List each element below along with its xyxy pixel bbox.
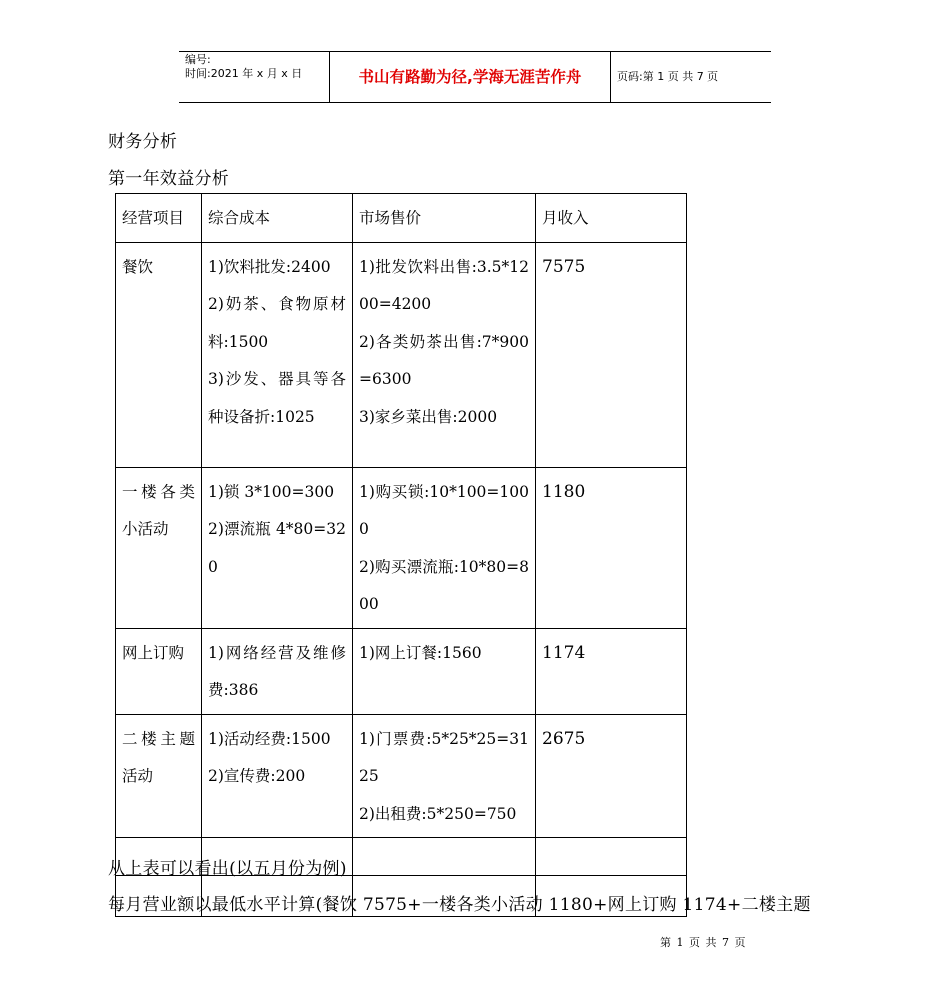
income-cell	[536, 628, 687, 714]
cost-line: 3)沙发、器具等各种设备折:1025	[208, 370, 346, 426]
monthly-income: 7575	[542, 256, 586, 277]
cost-line: 1)活动经费:1500	[208, 729, 331, 748]
column-header: 市场售价	[353, 194, 536, 243]
column-header: 综合成本	[202, 194, 353, 243]
header-page-info: 页码:第 1 页 共 7 页	[617, 70, 719, 83]
table-row	[116, 242, 687, 467]
price-line: 2)各类奶茶出售:7*900=6300	[359, 332, 529, 388]
header-motto: 书山有路勤为径,学海无涯苦作舟	[358, 68, 582, 86]
cost-line: 2)宣传费:200	[208, 767, 306, 785]
income-cell	[536, 242, 687, 467]
income-cell	[536, 714, 687, 838]
cost-cell	[202, 467, 353, 628]
price-line: 3)家乡菜出售:2000	[359, 407, 498, 426]
price-line: 1)网上订餐:1560	[359, 643, 482, 662]
business-item: 一楼各类小活动	[122, 482, 195, 538]
cost-cell	[202, 628, 353, 714]
section-title: 财务分析	[108, 132, 178, 152]
business-item-cell	[116, 628, 202, 714]
page-header	[179, 51, 771, 103]
price-cell	[353, 628, 536, 714]
page-footer: 第 1 页 共 7 页	[660, 936, 747, 949]
business-item: 二楼主题活动	[122, 729, 195, 785]
price-cell	[353, 242, 536, 467]
paragraph-calculation: 每月营业额以最低水平计算(餐饮 7575+一楼各类小活动 1180+网上订购 1174+二楼主题	[108, 895, 811, 915]
price-cell	[353, 467, 536, 628]
price-line: 1)购买锁:10*100=1000	[359, 482, 529, 538]
business-item-cell	[116, 714, 202, 838]
monthly-income: 2675	[542, 728, 586, 749]
document-time-label: 时间:2021 年 x 月 x 日	[185, 67, 303, 80]
cost-cell	[202, 242, 353, 467]
price-line: 1)门票费:5*25*25=3125	[359, 729, 529, 785]
cost-cell	[202, 714, 353, 838]
business-item-cell	[116, 242, 202, 467]
price-cell	[353, 714, 536, 838]
cost-line: 1)饮料批发:2400	[208, 257, 331, 276]
cost-line: 2)奶茶、食物原材料:1500	[208, 295, 346, 351]
price-line: 2)出租费:5*250=750	[359, 804, 517, 823]
monthly-income: 1174	[542, 642, 586, 663]
monthly-income: 1180	[542, 481, 586, 502]
header-divider	[610, 52, 611, 102]
table-row	[116, 628, 687, 714]
column-header: 经营项目	[116, 194, 202, 243]
price-line: 2)购买漂流瓶:10*80=800	[359, 557, 529, 613]
cost-line: 2)漂流瓶 4*80=320	[208, 520, 346, 576]
header-meta	[185, 53, 302, 81]
cost-line: 1)网络经营及维修费:386	[208, 643, 346, 699]
business-item: 网上订购	[122, 643, 185, 662]
paragraph-conclusion: 从上表可以看出(以五月份为例)	[108, 859, 347, 879]
table-row	[116, 714, 687, 838]
income-cell	[536, 467, 687, 628]
section-subtitle: 第一年效益分析	[108, 169, 230, 189]
column-header: 月收入	[536, 194, 687, 243]
business-item: 餐饮	[122, 257, 154, 276]
business-item-cell	[116, 467, 202, 628]
price-cell	[353, 838, 536, 876]
table-header-row	[116, 194, 687, 243]
document-number-label: 编号:	[185, 53, 211, 66]
table-row	[116, 467, 687, 628]
price-line: 1)批发饮料出售:3.5*1200=4200	[359, 257, 529, 313]
cost-line: 1)锁 3*100=300	[208, 482, 335, 501]
benefit-table	[115, 193, 687, 917]
income-cell	[536, 838, 687, 876]
